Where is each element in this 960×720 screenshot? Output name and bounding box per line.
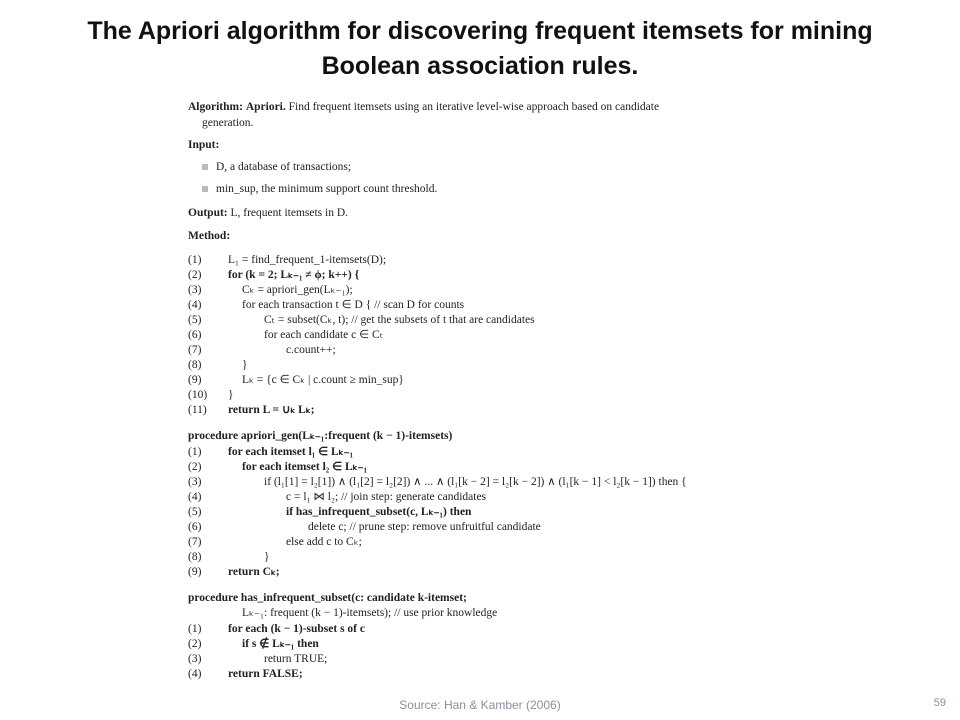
method-label: Method: [188, 230, 231, 242]
algorithm-desc-cont: generation. [202, 117, 254, 129]
algorithm-desc: Find frequent itemsets using an iterative level-wise approach based on candidate [288, 101, 660, 113]
output-line [188, 206, 348, 220]
algorithm-line [188, 100, 659, 114]
slide-title: The Apriori algorithm for discovering frequent itemsets for mining Boolean association rules. [87, 17, 873, 80]
input-item: D, a database of transactions; [202, 160, 351, 174]
procedure-header: procedure has_infrequent_subset(c: candidate k-itemset; [188, 592, 467, 604]
bullet-square-icon [202, 186, 208, 192]
algorithm-label: Algorithm: [188, 101, 243, 113]
input-label: Input: [188, 139, 220, 151]
page-number: 59 [933, 697, 946, 709]
algorithm-name: Apriori. [245, 101, 286, 113]
source-citation: Source: Han & Kamber (2006) [399, 698, 561, 712]
output-label: Output: [188, 207, 228, 219]
procedure-header-cont: Lₖ₋₁: frequent (k − 1)-itemsets); // use prior knowledge [242, 607, 498, 619]
bullet-square-icon [202, 164, 208, 170]
output-text: L, frequent itemsets in D. [230, 207, 349, 219]
procedure-header: procedure apriori_gen(Lₖ₋₁:frequent (k − 1)-itemsets) [188, 430, 453, 442]
input-item: min_sup, the minimum support count threshold. [202, 182, 437, 196]
